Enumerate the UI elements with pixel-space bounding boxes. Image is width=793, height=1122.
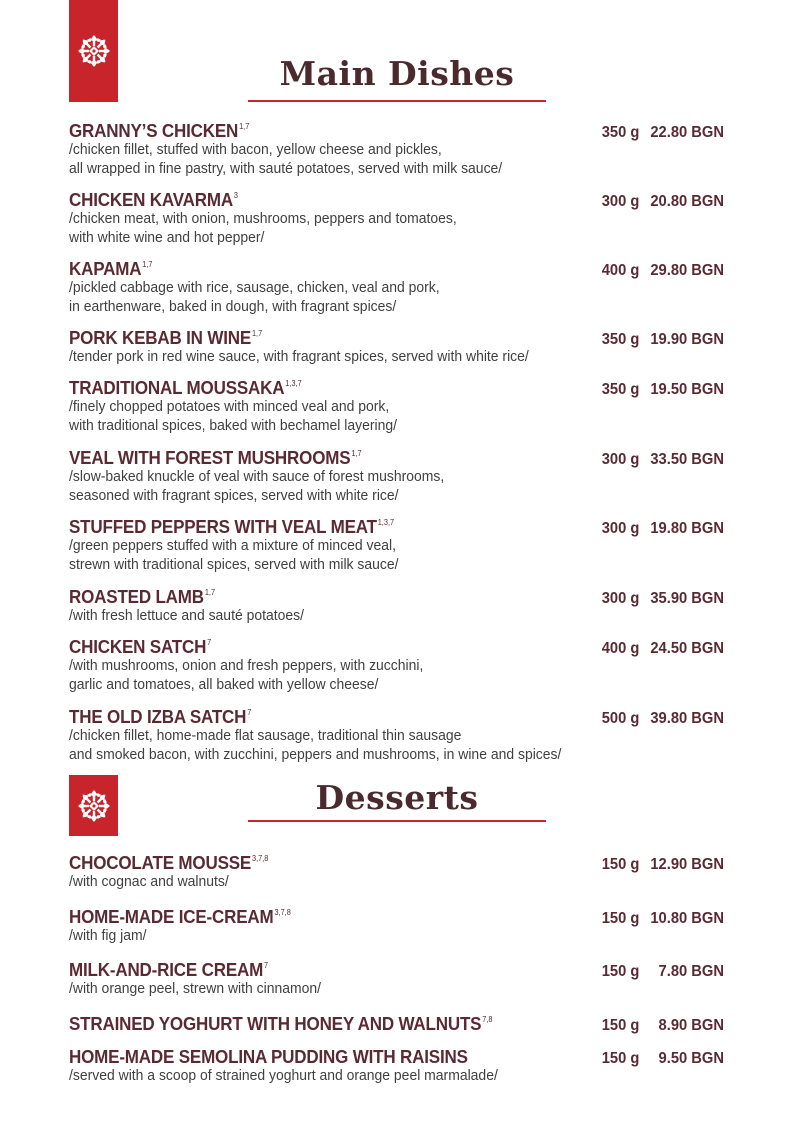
section-title-main-dishes: Main Dishes (279, 54, 515, 93)
item-weight: 150 g (601, 910, 640, 927)
item-weight: 500 g (601, 710, 640, 727)
item-description-line: /with cognac and walnuts/ (69, 873, 229, 890)
item-price-group (597, 856, 724, 874)
item-weight: 300 g (601, 520, 640, 537)
item-name-text: GRANNY’S CHICKEN (69, 120, 239, 141)
section-badge (69, 0, 118, 102)
item-weight: 400 g (601, 262, 640, 279)
item-header (69, 258, 724, 279)
allergen-codes: 1,7 (351, 449, 362, 458)
menu-item (69, 120, 724, 178)
item-header (69, 1046, 724, 1067)
item-price: 22.80 BGN (650, 124, 724, 141)
item-description-line: /with fig jam/ (69, 927, 147, 944)
item-weight: 400 g (601, 640, 640, 657)
menu-item (69, 258, 724, 316)
item-price: 19.80 BGN (650, 520, 724, 537)
item-price-group (597, 1017, 724, 1035)
menu-item (69, 706, 724, 764)
item-price-group (597, 381, 724, 399)
item-price: 39.80 BGN (650, 710, 724, 727)
item-header (69, 327, 724, 348)
item-header (69, 906, 724, 927)
item-name-text: HOME-MADE SEMOLINA PUDDING WITH RAISINS (69, 1046, 468, 1067)
item-price-group (597, 124, 724, 142)
item-header (69, 447, 724, 468)
item-price-group (597, 193, 724, 211)
allergen-codes: 3,7,8 (274, 908, 291, 917)
menu-item (69, 189, 724, 247)
item-description-line: /with fresh lettuce and sauté potatoes/ (69, 607, 304, 624)
item-name (69, 327, 262, 349)
allergen-codes: 1,7 (204, 588, 216, 597)
item-name-text: VEAL WITH FOREST MUSHROOMS (69, 447, 351, 468)
item-description-line: /with mushrooms, onion and fresh peppers, with zucchini, (69, 657, 424, 674)
item-description-line: strewn with traditional spices, served with milk sauce/ (69, 555, 399, 573)
item-weight: 150 g (601, 1017, 640, 1034)
item-description-line: /chicken fillet, home-made flat sausage, traditional thin sausage (69, 727, 462, 744)
allergen-codes: 3 (233, 191, 238, 200)
allergen-codes: 3,7,8 (251, 854, 269, 863)
item-name-text: PORK KEBAB IN WINE (69, 327, 252, 348)
item-price: 35.90 BGN (650, 590, 724, 607)
item-header (69, 516, 724, 537)
item-price-group (597, 331, 724, 349)
item-price-group (597, 640, 724, 658)
item-price-group (597, 451, 724, 469)
allergen-codes: 1,7 (251, 329, 263, 338)
item-description-line: /chicken fillet, stuffed with bacon, yellow cheese and pickles, (69, 141, 442, 158)
item-name (69, 1013, 493, 1035)
item-name-text: MILK-AND-RICE CREAM (69, 959, 264, 980)
menu-item (69, 636, 724, 694)
item-name-text: HOME-MADE ICE-CREAM (69, 906, 274, 927)
item-name-text: THE OLD IZBA SATCH (69, 706, 247, 727)
item-name (69, 959, 268, 981)
allergen-codes: 7 (247, 708, 252, 717)
item-description-line: /served with a scoop of strained yoghurt and orange peel marmalade/ (69, 1067, 498, 1084)
snowflake-ornament-icon (77, 34, 111, 68)
allergen-codes: 1,7 (142, 260, 153, 269)
item-weight: 150 g (601, 963, 640, 980)
item-description-line: /pickled cabbage with rice, sausage, chicken, veal and pork, (69, 279, 440, 296)
item-price: 8.90 BGN (658, 1017, 724, 1034)
allergen-codes: 1,3,7 (377, 518, 395, 527)
item-price: 12.90 BGN (650, 856, 724, 873)
item-price-group (597, 520, 724, 538)
item-description-line: all wrapped in fine pastry, with sauté potatoes, served with milk sauce/ (69, 159, 503, 177)
item-name (69, 258, 152, 280)
item-header (69, 852, 724, 873)
item-name-text: KAPAMA (69, 258, 142, 279)
menu-item (69, 906, 724, 946)
item-name-text: CHICKEN SATCH (69, 636, 207, 657)
item-name-text: CHICKEN KAVARMA (69, 189, 233, 210)
menu-item (69, 1013, 724, 1034)
item-name (69, 516, 394, 538)
item-header (69, 636, 724, 657)
item-description-line: /chicken meat, with onion, mushrooms, peppers and tomatoes, (69, 210, 457, 227)
allergen-codes: 7 (207, 638, 212, 647)
item-name (69, 852, 268, 874)
item-price-group (597, 710, 724, 728)
item-header (69, 706, 724, 727)
menu-item (69, 377, 724, 435)
item-price: 33.50 BGN (650, 451, 724, 468)
item-weight: 150 g (601, 856, 640, 873)
item-price: 20.80 BGN (650, 193, 724, 210)
item-description-line: /with orange peel, strewn with cinnamon/ (69, 980, 322, 997)
item-name (69, 189, 238, 211)
item-description-line: /tender pork in red wine sauce, with fragrant spices, served with white rice/ (69, 348, 529, 365)
item-weight: 350 g (601, 124, 640, 141)
menu-item (69, 852, 724, 892)
item-price-group (597, 590, 724, 608)
section-badge (69, 775, 118, 836)
item-name (69, 120, 249, 142)
item-price-group (597, 910, 724, 928)
item-header (69, 586, 724, 607)
menu-item (69, 516, 724, 574)
item-description-line: in earthenware, baked in dough, with fragrant spices/ (69, 297, 397, 315)
item-description-line: /finely chopped potatoes with minced veal and pork, (69, 398, 390, 415)
item-weight: 150 g (601, 1050, 640, 1067)
item-price-group (597, 1050, 724, 1068)
item-name (69, 586, 215, 608)
item-price-group (597, 262, 724, 280)
item-description-line: /green peppers stuffed with a mixture of minced veal, (69, 537, 396, 554)
item-header (69, 189, 724, 210)
item-header (69, 959, 724, 980)
item-weight: 300 g (601, 193, 640, 210)
item-name (69, 706, 251, 728)
item-header (69, 120, 724, 141)
item-price: 10.80 BGN (650, 910, 724, 927)
menu-item (69, 586, 724, 626)
item-price: 29.80 BGN (650, 262, 724, 279)
section-divider (248, 100, 546, 102)
section-divider (248, 820, 546, 822)
item-name (69, 377, 302, 399)
item-weight: 300 g (601, 451, 640, 468)
item-name (69, 906, 291, 928)
item-name (69, 447, 362, 469)
item-name-text: TRADITIONAL MOUSSAKA (69, 377, 285, 398)
allergen-codes: 7,8 (482, 1015, 493, 1024)
item-header (69, 377, 724, 398)
item-weight: 350 g (601, 331, 640, 348)
menu-item (69, 959, 724, 999)
item-description-line: seasoned with fragrant spices, served with white rice/ (69, 486, 399, 504)
item-price: 9.50 BGN (658, 1050, 724, 1067)
item-description-line: /slow-baked knuckle of veal with sauce of forest mushrooms, (69, 468, 445, 485)
item-header (69, 1013, 724, 1034)
item-name (69, 636, 211, 658)
item-description-line: garlic and tomatoes, all baked with yellow cheese/ (69, 675, 379, 693)
menu-item (69, 1046, 724, 1086)
item-description-line: with white wine and hot pepper/ (69, 228, 265, 246)
allergen-codes: 1,7 (239, 122, 250, 131)
item-name-text: STRAINED YOGHURT WITH HONEY AND WALNUTS (69, 1013, 482, 1034)
menu-item (69, 447, 724, 505)
item-name (69, 1046, 468, 1068)
allergen-codes: 1,3,7 (285, 379, 302, 388)
item-name-text: CHOCOLATE MOUSSE (69, 852, 252, 873)
item-price: 19.90 BGN (650, 331, 724, 348)
item-price: 24.50 BGN (650, 640, 724, 657)
item-description-line: with traditional spices, baked with bechamel layering/ (69, 416, 397, 434)
allergen-codes: 7 (264, 961, 269, 970)
item-name-text: STUFFED PEPPERS WITH VEAL MEAT (69, 516, 377, 537)
item-weight: 300 g (601, 590, 640, 607)
section-title-desserts: Desserts (315, 778, 479, 817)
menu-item (69, 327, 724, 367)
snowflake-ornament-icon (77, 789, 111, 823)
item-name-text: ROASTED LAMB (69, 586, 204, 607)
item-weight: 350 g (601, 381, 640, 398)
item-price-group (597, 963, 724, 981)
item-price: 7.80 BGN (658, 963, 724, 980)
item-price: 19.50 BGN (650, 381, 724, 398)
item-description-line: and smoked bacon, with zucchini, peppers and mushrooms, in wine and spices/ (69, 745, 562, 763)
